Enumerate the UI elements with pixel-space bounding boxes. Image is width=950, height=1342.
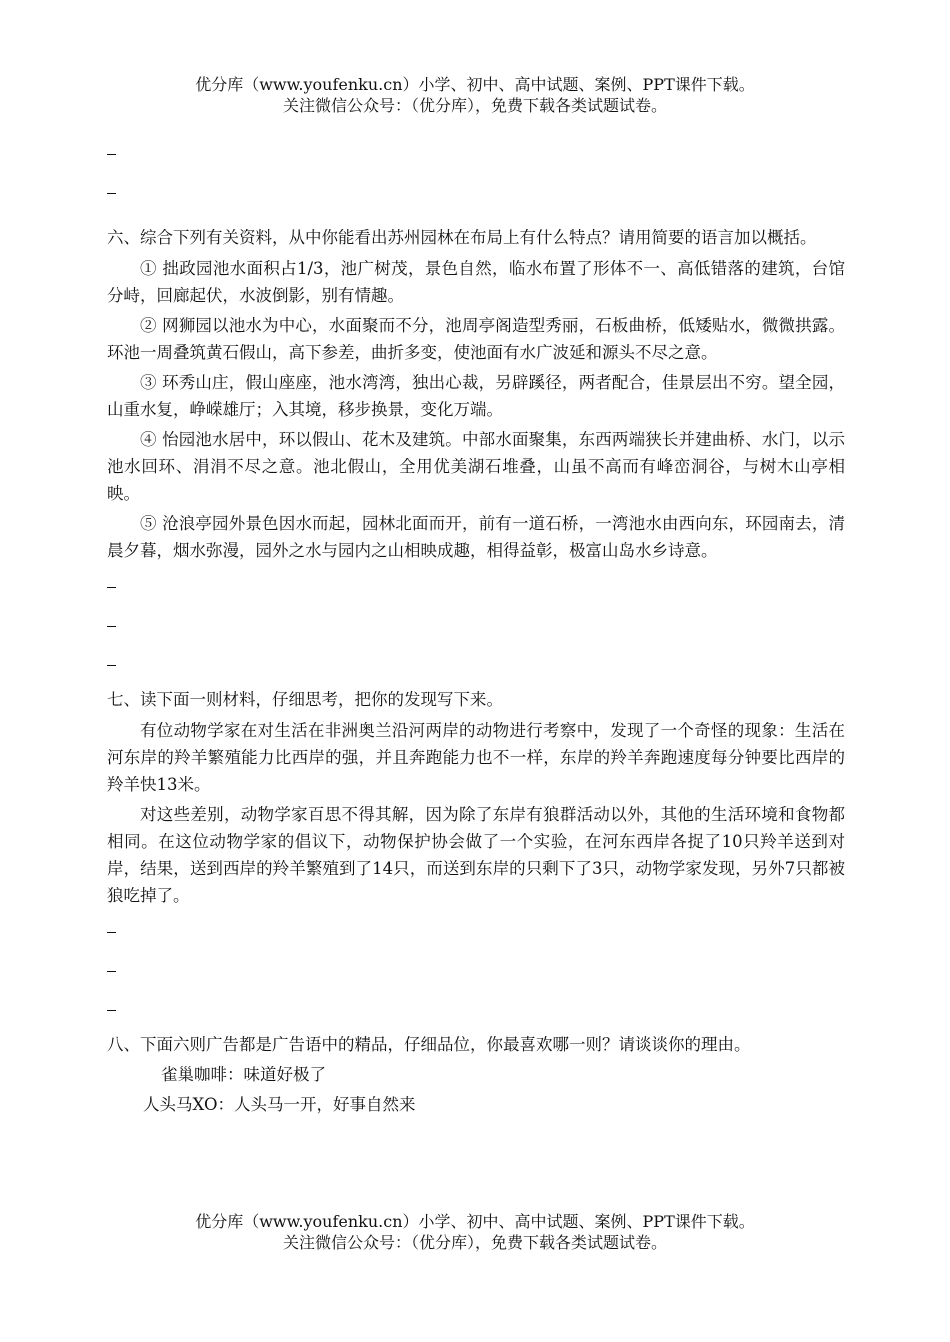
- page-header: [0, 74, 950, 116]
- answer-blank[interactable]: [107, 912, 845, 951]
- question-8: 八、下面六则广告都是广告语中的精品，仔细品位，你最喜欢哪一则？请谈谈你的理由。: [107, 1035, 751, 1054]
- answer-blank[interactable]: [107, 567, 845, 606]
- material-item: ② 网狮园以池水为中心，水面聚而不分，池周亭阁造型秀丽，石板曲桥，低矮贴水，微微拱露。环池一周叠筑黄石假山，高下参差，曲折多变，使池面有水广波延和源头不尽之意。: [107, 316, 845, 362]
- material-paragraph: 有位动物学家在对生活在非洲奥兰沿河两岸的动物进行考察中，发现了一个奇怪的现象：生活在河东岸的羚羊繁殖能力比西岸的强，并且奔跑能力也不一样，东岸的羚羊奔跑速度每分钟要比西岸的羚羊快13米。: [107, 721, 845, 794]
- material-item: ① 拙政园池水面积占1/3，池广树茂，景色自然，临水布置了形体不一、高低错落的建筑，台馆分峙，回廊起伏，水波倒影，别有情趣。: [107, 259, 845, 305]
- material-paragraph: 对这些差别，动物学家百思不得其解，因为除了东岸有狼群活动以外，其他的生活环境和食物都相同。在这位动物学家的倡议下，动物保护协会做了一个实验，在河东西岸各捉了10只羚羊送到对岸，结果，送到西岸的羚羊繁殖到了14只，而送到东岸的只剩下了3只，动物学家发现，另外7只都被狼吃掉了。: [107, 805, 845, 905]
- answer-blank[interactable]: [107, 173, 845, 212]
- material-item: ③ 环秀山庄，假山座座，池水湾湾，独出心裁，另辟蹊径，两者配合，佳景层出不穷。望全园，山重水复，峥嵘雄厅；入其境，移步换景，变化万端。: [107, 373, 845, 419]
- answer-blank[interactable]: [107, 951, 845, 990]
- material-item: ⑤ 沧浪亭园外景色因水而起，园林北面而开，前有一道石桥，一湾池水由西向东，环园南去，清晨夕暮，烟水弥漫，园外之水与园内之山相映成趣，相得益彰，极富山岛水乡诗意。: [107, 514, 845, 560]
- ad-slogan: 人头马XO：人头马一开，好事自然来: [143, 1095, 416, 1114]
- answer-blank[interactable]: [107, 134, 845, 173]
- question-7: 七、读下面一则材料，仔细思考，把你的发现写下来。: [107, 690, 503, 709]
- document-body: [107, 134, 845, 1120]
- page-footer: [0, 1211, 950, 1253]
- material-item: ④ 怡园池水居中，环以假山、花木及建筑。中部水面聚集，东西两端狭长并建曲桥、水门，以示池水回环、涓涓不尽之意。池北假山，全用优美湖石堆叠，山虽不高而有峰峦洞谷，与树木山亭相映。: [107, 430, 845, 503]
- footer-line-1: 优分库（www.youfenku.cn）小学、初中、高中试题、案例、PPT课件下载。: [195, 1212, 755, 1231]
- header-line-1: 优分库（www.youfenku.cn）小学、初中、高中试题、案例、PPT课件下载。: [195, 75, 755, 94]
- question-6: 六、综合下列有关资料，从中你能看出苏州园林在布局上有什么特点？请用简要的语言加以概括。: [107, 228, 817, 247]
- footer-line-2: 关注微信公众号：（优分库），免费下载各类试题试卷。: [282, 1233, 667, 1252]
- answer-blank[interactable]: [107, 990, 845, 1029]
- answer-blank[interactable]: [107, 606, 845, 645]
- header-line-2: 关注微信公众号：（优分库），免费下载各类试题试卷。: [282, 96, 667, 115]
- ad-slogan: 雀巢咖啡：味道好极了: [161, 1065, 326, 1084]
- answer-blank[interactable]: [107, 645, 845, 684]
